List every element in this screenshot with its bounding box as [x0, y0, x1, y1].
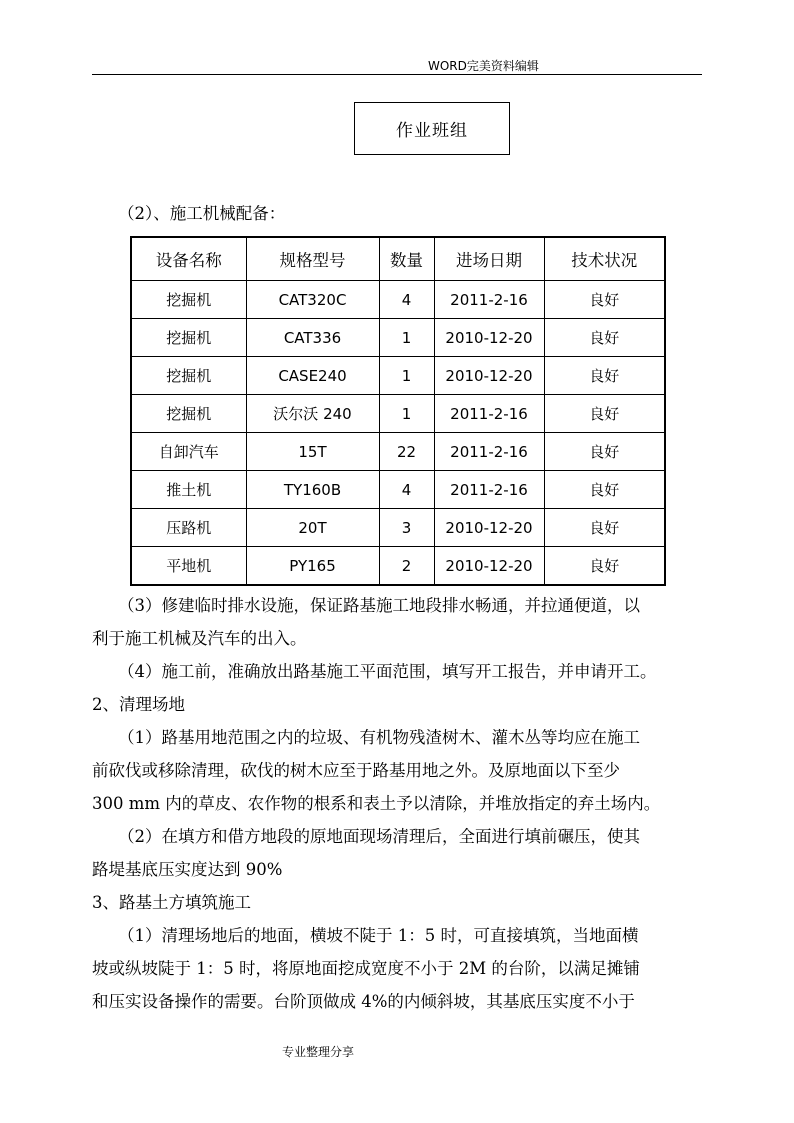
table-cell: 2010-12-20	[434, 509, 544, 547]
table-cell: 良好	[544, 319, 665, 357]
section-equipment-heading: （2）、施工机械配备：	[118, 204, 286, 223]
table-cell: PY165	[246, 547, 379, 586]
table-cell: CAT320C	[246, 281, 379, 319]
table-cell: 2010-12-20	[434, 357, 544, 395]
page-header: WORD完美资料编辑	[428, 59, 539, 73]
table-cell: 1	[379, 319, 434, 357]
table-cell: 平地机	[131, 547, 246, 586]
table-cell: 22	[379, 433, 434, 471]
table-row	[131, 319, 665, 357]
heading-earthwork-fill: 3、路基土方填筑施工	[92, 893, 251, 912]
table-row	[131, 471, 665, 509]
table-row	[131, 395, 665, 433]
table-cell: 挖掘机	[131, 319, 246, 357]
table-cell: 4	[379, 281, 434, 319]
table-row	[131, 547, 665, 586]
table-cell: 挖掘机	[131, 281, 246, 319]
table-cell: 2	[379, 547, 434, 586]
paragraph-pre-construction: （4）施工前，准确放出路基施工平面范围，填写开工报告，并申请开工。	[118, 662, 657, 681]
heading-clear-site: 2、清理场地	[92, 695, 185, 714]
table-cell: 2011-2-16	[434, 433, 544, 471]
table-cell: 自卸汽车	[131, 433, 246, 471]
paragraph-drainage-line1: （3）修建临时排水设施，保证路基施工地段排水畅通，并拉通便道，以	[118, 596, 640, 615]
table-header-cell: 技术状况	[544, 237, 665, 281]
table-cell: 2010-12-20	[434, 547, 544, 586]
table-row	[131, 509, 665, 547]
table-cell: 20T	[246, 509, 379, 547]
work-team-box: 作业班组	[354, 102, 510, 155]
table-row	[131, 357, 665, 395]
table-cell: 良好	[544, 281, 665, 319]
table-cell: 挖掘机	[131, 395, 246, 433]
table-cell: TY160B	[246, 471, 379, 509]
table-header-row	[131, 237, 665, 281]
paragraph-clearing-line3: 300 mm 内的草皮、农作物的根系和表土予以清除，并堆放指定的弃土场内。	[92, 794, 661, 813]
table-cell: 3	[379, 509, 434, 547]
table-cell: 2011-2-16	[434, 395, 544, 433]
paragraph-drainage-line2: 利于施工机械及汽车的出入。	[92, 629, 307, 648]
table-row	[131, 433, 665, 471]
table-cell: 压路机	[131, 509, 246, 547]
table-header-cell: 数量	[379, 237, 434, 281]
paragraph-clearing-line2: 前砍伐或移除清理，砍伐的树木应至于路基用地之外。及原地面以下至少	[92, 761, 620, 780]
table-cell: CASE240	[246, 357, 379, 395]
table-cell: 良好	[544, 547, 665, 586]
table-cell: 2010-12-20	[434, 319, 544, 357]
table-cell: 推土机	[131, 471, 246, 509]
table-cell: CAT336	[246, 319, 379, 357]
table-cell: 1	[379, 357, 434, 395]
table-cell: 4	[379, 471, 434, 509]
header-divider	[92, 74, 702, 75]
table-header-cell: 设备名称	[131, 237, 246, 281]
table-cell: 良好	[544, 433, 665, 471]
table-cell: 良好	[544, 395, 665, 433]
table-cell: 15T	[246, 433, 379, 471]
table-cell: 良好	[544, 471, 665, 509]
paragraph-clearing-line1: （1）路基用地范围之内的垃圾、有机物残渣树木、灌木丛等均应在施工	[118, 728, 640, 747]
table-cell: 1	[379, 395, 434, 433]
table-cell: 沃尔沃 240	[246, 395, 379, 433]
table-cell: 2011-2-16	[434, 471, 544, 509]
paragraph-compaction-line2: 路堤基底压实度达到 90%	[92, 860, 283, 879]
table-row	[131, 281, 665, 319]
paragraph-compaction-line1: （2）在填方和借方地段的原地面现场清理后，全面进行填前碾压，使其	[118, 827, 640, 846]
table-header-cell: 规格型号	[246, 237, 379, 281]
page-footer: 专业整理分享	[282, 1045, 355, 1059]
paragraph-fill-line1: （1）清理场地后的地面，横坡不陡于 1：5 时，可直接填筑，当地面横	[118, 926, 639, 945]
table-cell: 挖掘机	[131, 357, 246, 395]
equipment-table	[130, 236, 666, 586]
paragraph-fill-line3: 和压实设备操作的需要。台阶顶做成 4%的内倾斜坡，其基底压实度不小于	[92, 992, 635, 1011]
table-cell: 良好	[544, 357, 665, 395]
table-cell: 良好	[544, 509, 665, 547]
table-cell: 2011-2-16	[434, 281, 544, 319]
paragraph-fill-line2: 坡或纵坡陡于 1：5 时，将原地面挖成宽度不小于 2M 的台阶，以满足摊铺	[92, 959, 640, 978]
table-header-cell: 进场日期	[434, 237, 544, 281]
